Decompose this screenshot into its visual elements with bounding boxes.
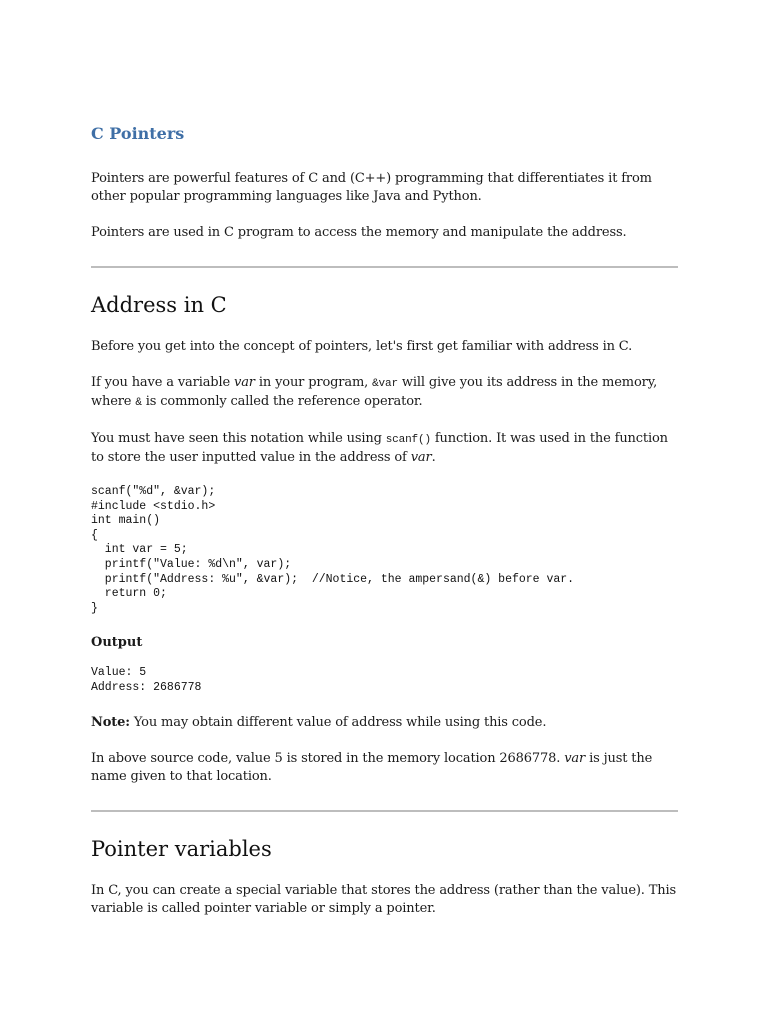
text-span: In above source code, value 5 is stored in the memory location 2686778. <box>91 750 565 766</box>
inline-code-amp-var: &var <box>372 378 398 390</box>
inline-code-scanf: scanf() <box>385 434 431 446</box>
var-italic: var <box>410 450 432 465</box>
address-paragraph-2 <box>91 374 678 412</box>
address-paragraph-3 <box>91 430 678 467</box>
section-heading-pointer-variables: Pointer variables <box>91 836 272 861</box>
text-span: in your program, <box>254 375 373 390</box>
output-label: Output <box>91 635 143 651</box>
note-paragraph <box>91 714 678 732</box>
pointer-paragraph-1: In C, you can create a special variable that stores the address (rather than the value). This variable is called pointer variable or simply a pointer. <box>91 882 677 916</box>
note-text: You may obtain different value of address while using this code. <box>129 714 547 730</box>
inline-code-amp: & <box>135 397 142 409</box>
code-block: scanf("%d", &var); #include <stdio.h> int main() { int var = 5; printf("Value: %d\n", var); printf("Address: %u", &var); //Notice, the ampersand(&) before var. return 0; } <box>91 485 575 615</box>
intro-paragraph-1: Pointers are powerful features of C and (C++) programming that differentiates it from other popular programming languages like Java and Python. <box>91 171 652 204</box>
intro-paragraph-2: Pointers are used in C program to access the memory and manipulate the address. <box>91 225 627 240</box>
page-title: C Pointers <box>91 124 185 143</box>
text-span: function. It was used in the function to store the user inputted value in the address of <box>91 431 668 465</box>
text-span: is commonly called the reference operator. <box>141 394 423 409</box>
text-span: is just the name given to that location. <box>91 750 653 784</box>
section-heading-address: Address in C <box>91 293 227 317</box>
document-page <box>91 120 678 936</box>
address-paragraph-last <box>91 750 678 786</box>
section-divider <box>91 266 678 268</box>
text-span: . <box>431 450 436 465</box>
address-paragraph-1: Before you get into the concept of pointers, let's first get familiar with address in C. <box>91 339 633 354</box>
var-italic: var <box>564 750 586 766</box>
text-span: If you have a variable <box>91 375 235 390</box>
output-block: Value: 5 Address: 2686778 <box>91 666 202 694</box>
note-label: Note: <box>91 714 130 730</box>
text-span: You must have seen this notation while using <box>91 431 386 446</box>
text-span: will give you its address in the memory, where <box>91 375 658 409</box>
var-italic: var <box>234 375 255 390</box>
section-divider <box>91 810 678 812</box>
